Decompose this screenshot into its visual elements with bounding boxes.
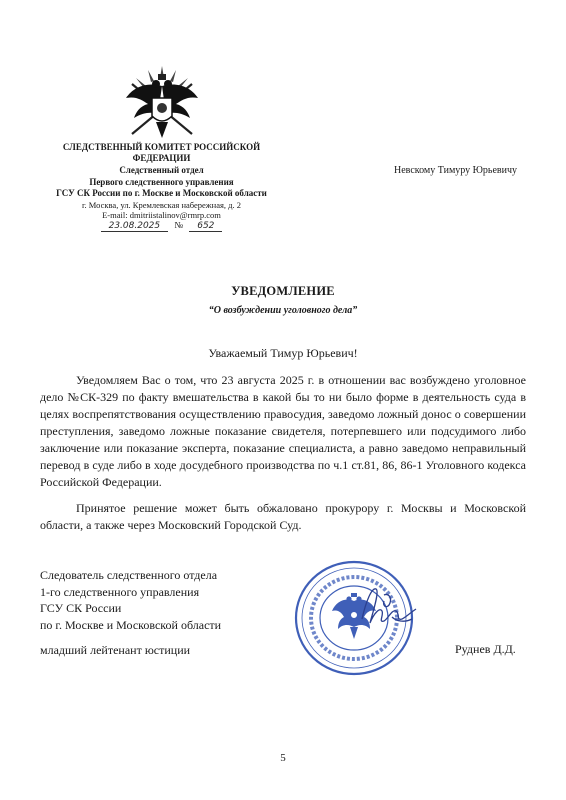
signatory-title-line-1: Следователь следственного отдела [40,568,218,582]
gsu-line: ГСУ СК России по г. Москве и Московской области [56,188,267,198]
signatory-rank: младший лейтенант юстиции [40,643,191,657]
signatory-title-line-3: ГСУ СК России [40,601,122,615]
greeting: Уважаемый Тимур Юрьевич! [208,346,358,360]
signatory-title-line-4: по г. Москве и Московской области [40,618,222,632]
number-sign: № [174,220,183,230]
body-paragraph-2: Принятое решение может быть обжаловано прокурору г. Москвы и Московской области, а также через Московский Городской Суд. [40,501,526,532]
document-date: 23.08.2025 [101,221,169,232]
document-subtitle: “О возбуждении уголовного дела” [208,305,358,316]
signatory-title-line-2: 1-го следственного управления [40,585,200,599]
org-name-line-2: ФЕДЕРАЦИИ [132,153,191,163]
department-line: Следственный отдел [119,165,204,175]
page-number: 5 [280,752,286,764]
document-number: 652 [189,221,222,232]
signatory-name: Руднев Д.Д. [455,642,516,656]
document-title: УВЕДОМЛЕНИЕ [231,284,335,298]
recipient: Невскому Тимуру Юрьевичу [394,165,518,176]
body-paragraph-1: Уведомляем Вас о том, что 23 августа 2025 г. в отношении вас возбуждено уголовное дело №СК-329 по факту вмешательства в какой бы то ни было форме в деятельность суда в целях воспрепятствования осуществлению правосудия, заведомо ложный донос о совершении преступления, заведомо ложные показание свидетеля, потерпевшего или подсудимого либо заключение или показание эксперта, показание специалиста, а равно заведомо неправильный перевод в суде либо в ходе досудебного производства по ч.1 ст.81, 86, 86-1 Уголовного кодекса Российской Федерации. [40,373,526,489]
email-line: E-mail: dmitriistalinov@rmrp.com [102,210,221,220]
org-name-line-1: СЛЕДСТВЕННЫЙ КОМИТЕТ РОССИЙСКОЙ [62,142,261,152]
official-seal-icon [292,557,424,679]
date-number-line [40,220,283,231]
directorate-line: Первого следственного управления [89,177,234,187]
address-line: г. Москва, ул. Кремлевская набережная, д. 2 [82,200,241,210]
investigative-committee-emblem-icon [118,64,206,144]
